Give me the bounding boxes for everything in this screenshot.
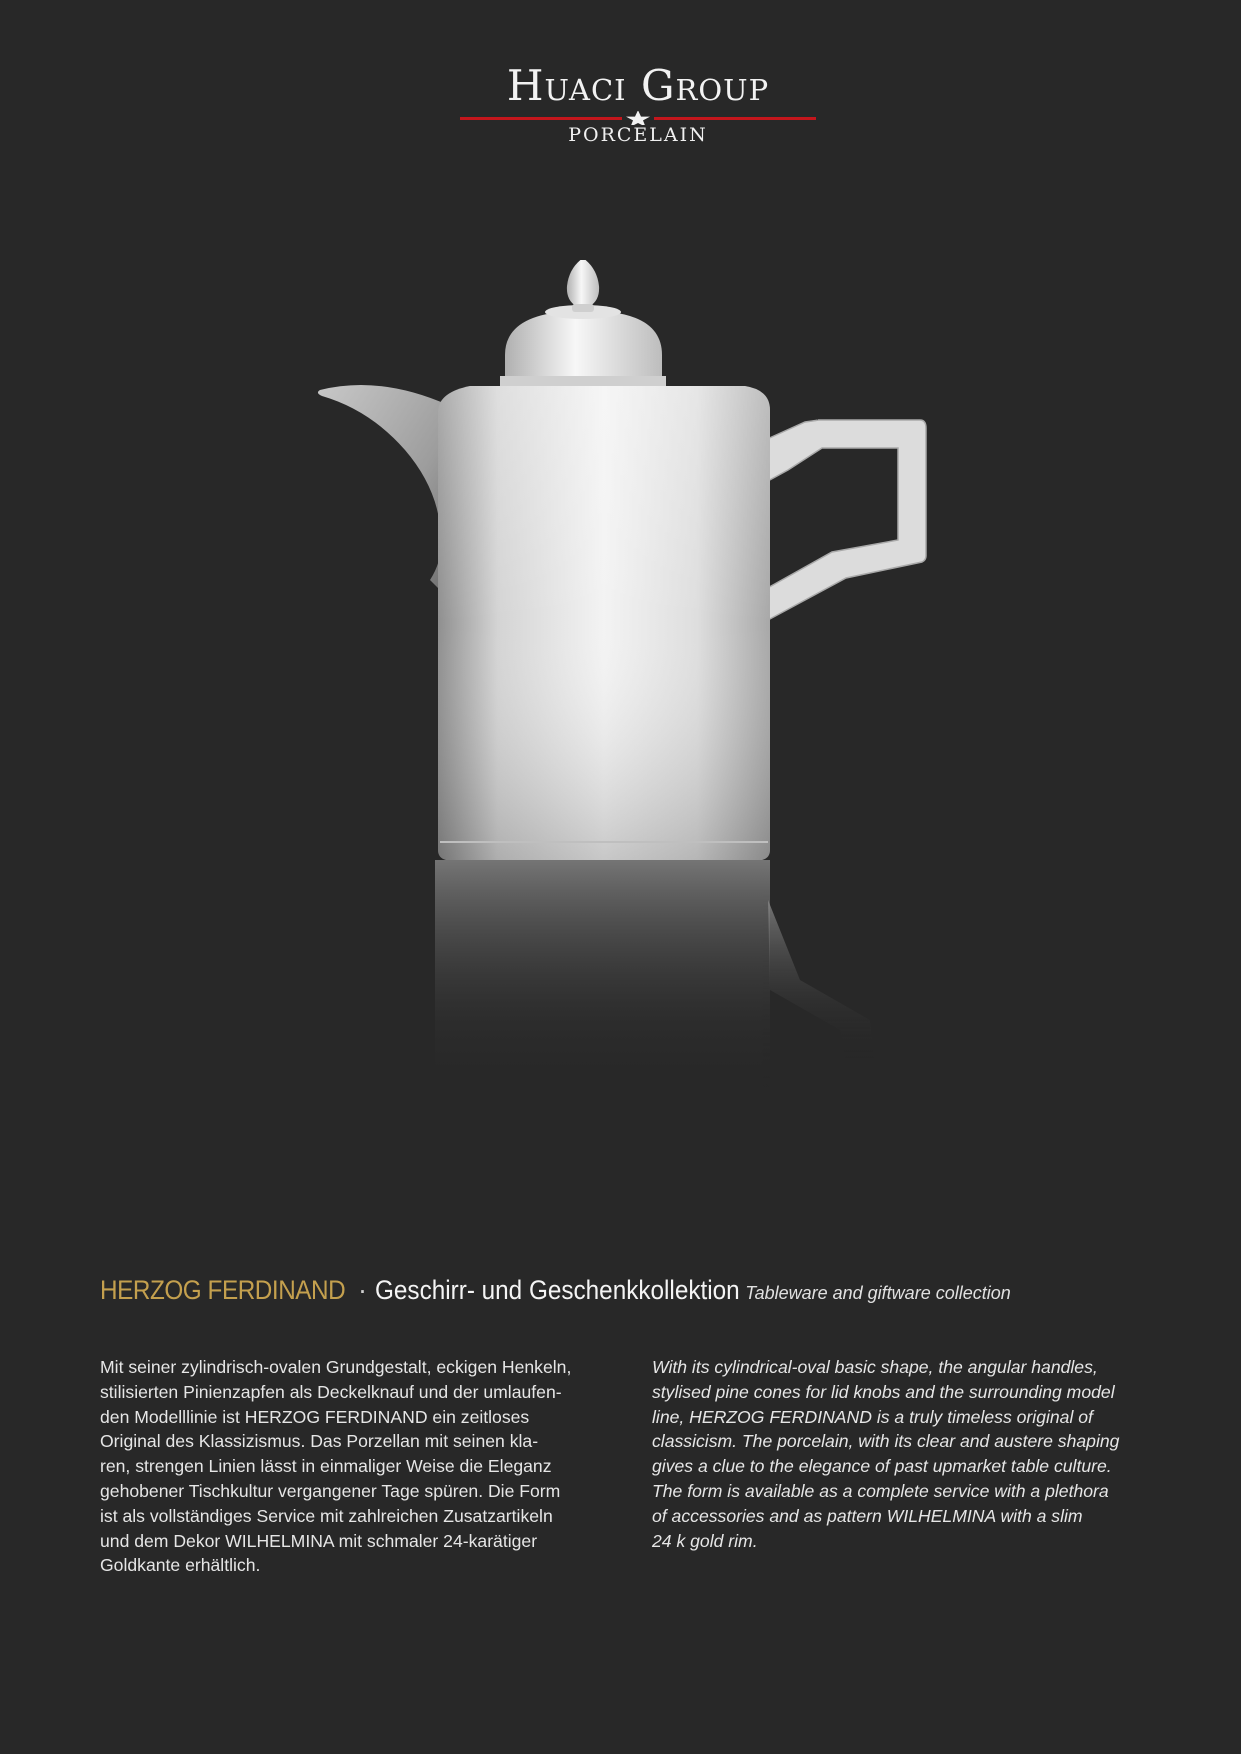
pine-cone-knob [567, 260, 599, 306]
text-line: Mit seiner zylindrisch-ovalen Grundgestalt, eckigen Henkeln, [100, 1357, 572, 1377]
text-line: line, HERZOG FERDINAND is a truly timeless original of [652, 1406, 1093, 1427]
star-icon [626, 111, 650, 125]
text-line: ren, strengen Linien lässt in einmaliger Weise die Eleganz [100, 1456, 552, 1477]
collection-name: HERZOG FERDINAND [100, 1275, 346, 1305]
text-line: The form is available as a complete service with a plethora [652, 1480, 1109, 1501]
coffee-pot-image [300, 260, 940, 1160]
text-line: of accessories and as pattern WILHELMINA with a slim [652, 1505, 1083, 1526]
text-line: 24 k gold rim. [652, 1530, 758, 1551]
text-line: den Modelllinie ist HERZOG FERDINAND ein zeitloses [100, 1406, 530, 1427]
text-line: gehobener Tischkultur vergangener Tage spüren. Die Form [100, 1480, 561, 1501]
text-line: gives a clue to the elegance of past upmarket table culture. [652, 1456, 1112, 1477]
text-line: Original des Klassizismus. Das Porzellan mit seinen kla- [100, 1431, 539, 1452]
heading-separator: · [358, 1275, 368, 1305]
heading-title-en: Tableware and giftware collection [745, 1283, 1011, 1303]
brand-logo [460, 58, 816, 148]
lid [505, 311, 662, 386]
text-line: stilisierten Pinienzapfen als Deckelknauf und der umlaufen- [100, 1381, 562, 1402]
text-line: Goldkante erhältlich. [100, 1555, 261, 1576]
spout [318, 385, 452, 590]
text-line: stylised pine cones for lid knobs and the surrounding model [652, 1381, 1115, 1402]
text-line: und dem Dekor WILHELMINA mit schmaler 24-karätiger [100, 1530, 538, 1551]
text-line: classicism. The porcelain, with its clear and austere shaping [652, 1431, 1120, 1452]
description-de [100, 1355, 620, 1578]
description-en [652, 1355, 1172, 1553]
brand-name: Huaci Group [506, 61, 770, 110]
text-line: ist als vollständiges Service mit zahlreichen Zusatzartikeln [100, 1505, 553, 1526]
collection-heading [100, 1272, 1160, 1311]
logo-rule-star [460, 111, 816, 125]
brand-subtitle: PORCELAIN [568, 124, 708, 146]
handle [764, 420, 926, 620]
reflection [435, 860, 875, 1090]
text-line: With its cylindrical-oval basic shape, the angular handles, [652, 1357, 1098, 1377]
heading-title-de: Geschirr- und Geschenkkollektion [374, 1275, 740, 1305]
